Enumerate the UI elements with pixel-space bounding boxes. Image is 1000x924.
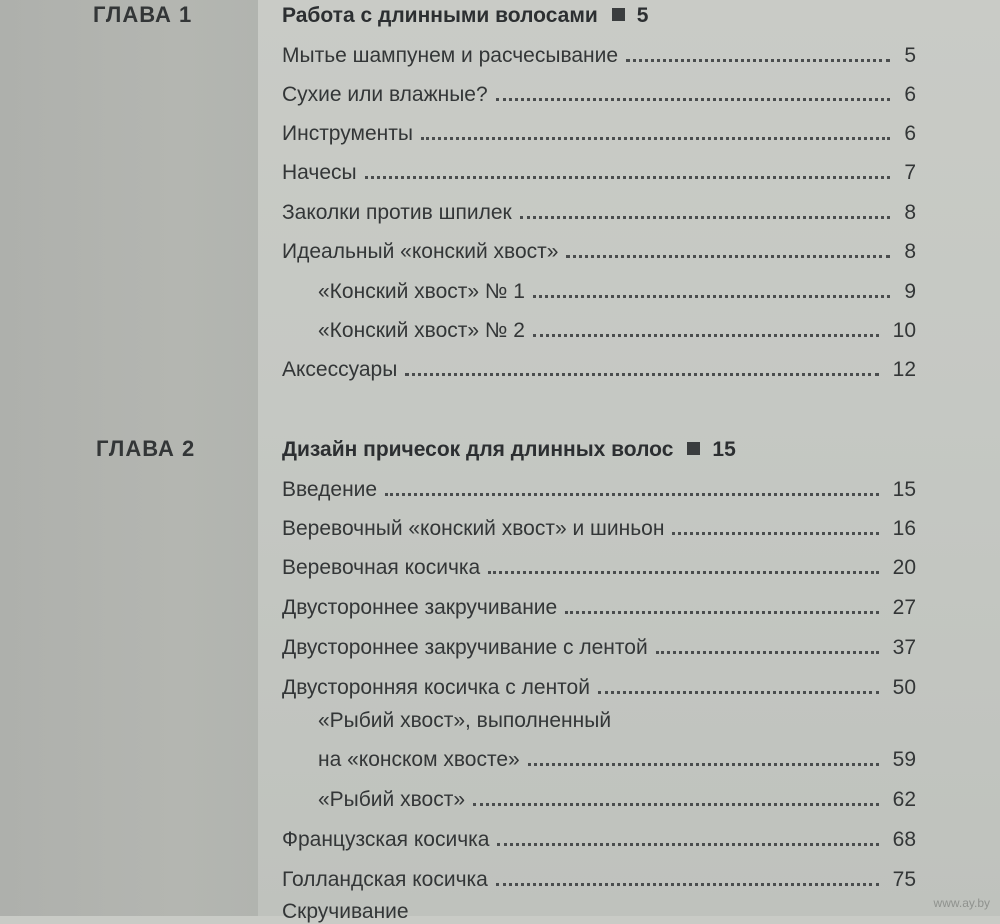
toc-entry [282, 38, 916, 68]
toc-entry-page: 5 [904, 44, 916, 67]
toc-subentry-title-line1: «Рыбий хвост», выполненный [318, 709, 612, 732]
toc-entry-page: 9 [904, 280, 916, 303]
toc-entry-page: 68 [892, 828, 916, 851]
toc-entry-page: 50 [892, 676, 916, 699]
toc-entry-title: Идеальный «конский хвост» [282, 240, 559, 263]
toc-entry-title: Инструменты [282, 122, 413, 145]
toc-entry-page: 75 [892, 868, 916, 891]
dot-leader [626, 59, 890, 62]
chapter-1-title: Работа с длинными волосами [282, 4, 598, 27]
toc-entry-title: Начесы [282, 161, 357, 184]
dot-leader [473, 803, 879, 806]
toc-entry-title-cut: Скручивание [282, 900, 409, 923]
toc-entry-title: Мытье шампунем и расчесывание [282, 44, 619, 67]
toc-entry-title: Сухие или влажные? [282, 83, 488, 106]
toc-entry-title: Голландская косичка [282, 868, 488, 891]
square-bullet-icon [612, 8, 625, 21]
square-bullet-icon [687, 442, 700, 455]
toc-entry [282, 77, 916, 107]
toc-entry-page: 20 [892, 556, 916, 579]
dot-leader [566, 255, 890, 258]
toc-entry-page: 37 [892, 636, 916, 659]
toc-entry-page: 6 [904, 83, 916, 106]
toc-entry-title: Введение [282, 478, 378, 501]
dot-leader [528, 763, 879, 766]
toc-entry-page: 6 [904, 122, 916, 145]
toc-entry [282, 234, 916, 264]
toc-entry-page: 27 [892, 596, 916, 619]
toc-entry-page: 12 [892, 358, 916, 381]
toc-entry-title: Веревочная косичка [282, 556, 481, 579]
toc-entry [282, 511, 916, 541]
chapter-2-label: ГЛАВА 2 [96, 436, 196, 461]
toc-entry [282, 590, 916, 620]
toc-subentry [318, 274, 916, 304]
dot-leader [533, 334, 879, 337]
toc-entry [282, 352, 916, 382]
watermark: www.ay.by [933, 896, 990, 910]
dot-leader [497, 843, 878, 846]
chapter-2-title: Дизайн причесок для длинных волос [282, 438, 674, 461]
toc-entry-title: Двустороннее закручивание [282, 596, 558, 619]
toc-entry-title: Заколки против шпилек [282, 201, 512, 224]
toc-entry [282, 550, 916, 580]
toc-entry-page: 62 [892, 788, 916, 811]
toc-entry [282, 822, 916, 852]
toc-entry-title: Двусторонняя косичка с лентой [282, 676, 590, 699]
toc-entry [282, 195, 916, 225]
dot-leader [533, 295, 890, 298]
toc-entry-title: Двустороннее закручивание с лентой [282, 636, 648, 659]
toc-entry-title: Веревочный «конский хвост» и шиньон [282, 517, 665, 540]
toc-subentry [318, 742, 916, 772]
chapter-2-heading [282, 438, 736, 462]
toc-entry [282, 155, 916, 185]
toc-entry-page: 59 [892, 748, 916, 771]
toc-entry-page: 16 [892, 517, 916, 540]
dot-leader [656, 651, 879, 654]
dot-leader [598, 691, 879, 694]
toc-entry [282, 670, 916, 700]
dot-leader [488, 571, 878, 574]
dot-leader [365, 176, 891, 179]
toc-entry-page: 15 [892, 478, 916, 501]
toc-subentry [318, 782, 916, 812]
dot-leader [520, 216, 891, 219]
toc-entry-title: «Рыбий хвост» [318, 788, 465, 811]
toc-entry [282, 472, 916, 502]
dot-leader [405, 373, 878, 376]
toc-entry-title: «Конский хвост» № 1 [318, 280, 525, 303]
chapter-2-page: 15 [712, 438, 736, 461]
dot-leader [496, 98, 891, 101]
toc-entry-title: на «конском хвосте» [318, 748, 520, 771]
toc-entry-page: 7 [904, 161, 916, 184]
dot-leader [565, 611, 878, 614]
toc-subentry [318, 313, 916, 343]
dot-leader [421, 137, 890, 140]
chapter-1-heading [282, 4, 648, 28]
toc-entry [282, 116, 916, 146]
toc-entry-title: Французская косичка [282, 828, 490, 851]
toc-entry-page: 10 [892, 319, 916, 342]
dot-leader [496, 883, 879, 886]
toc-entry [282, 630, 916, 660]
toc-entry-page: 8 [904, 240, 916, 263]
toc-entry-title: «Конский хвост» № 2 [318, 319, 525, 342]
chapter-1-page: 5 [636, 4, 649, 27]
chapter-1-label: ГЛАВА 1 [93, 2, 193, 27]
dot-leader [672, 532, 878, 535]
toc-entry-title: Аксессуары [282, 358, 398, 381]
dot-leader [385, 493, 879, 496]
toc-entry [282, 862, 916, 892]
toc-entry-page: 8 [904, 201, 916, 224]
